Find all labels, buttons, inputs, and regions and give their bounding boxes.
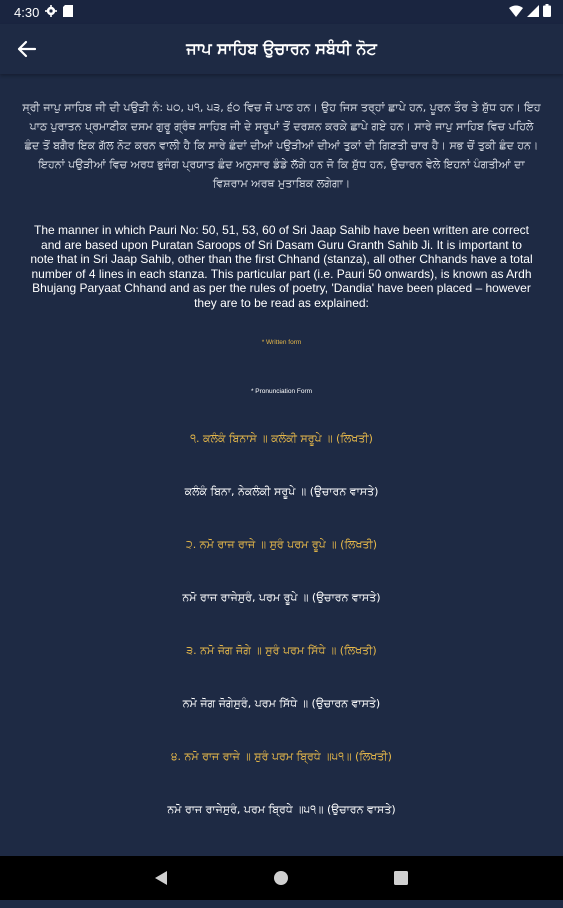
navigation-bar (0, 856, 563, 900)
verse-written: ੩. ਨਮੋ ਜੋਗ ਜੋਗੇ ॥ ਸੁਰੰ ਪਰਮ ਸਿੱਧੇ ॥ (ਲਿਖਤੀ) (186, 644, 377, 657)
arrow-left-icon (18, 41, 36, 57)
app-bar (0, 24, 563, 74)
signal-icon (527, 5, 539, 20)
verse-written: ੨. ਨਮੋ ਰਾਜ ਰਾਜੇ ॥ ਸੁਰੰ ਪਰਮ ਰੂਪੇ ॥ (ਲਿਖਤੀ) (185, 538, 378, 551)
nav-back-button[interactable] (149, 866, 173, 890)
verse-written: ੪. ਨਮੋ ਰਾਜ ਰਾਜੇ ॥ ਸੁਰੰ ਪਰਮ ਬ੍ਰਿਧੇ ॥੫੧॥ (ਲਿਖਤੀ) (171, 750, 392, 763)
status-time: 4:30 (14, 4, 40, 20)
verse-pronunciation: ਕਲੰਕੰ ਬਿਨਾ, ਨੇਕਲੰਕੀ ਸਰੂਪੇ ॥ (ਉਚਾਰਨ ਵਾਸਤੇ) (184, 485, 379, 498)
intro-english: The manner in which Pauri No: 50, 51, 53, 60 of Sri Jaap Sahib have been written are correct and are based upon Puratan Saroops of Sri Dasam Guru Granth Sahib Ji. It is important to note that in Sri Jaap Sahib, other than the first Chhand (stanza), all other Chhands have a total number of 4 lines in each stanza. This particular part (i.e. Pauri 50 onwards), is known as Ardh Bhujang Paryaat Chhand and as per the rules of poetry, 'Dandia' have been placed – however they are to be read as explained: (30, 223, 533, 310)
verse-pronunciation: ਨਮੋ ਰਾਜ ਰਾਜੇਸੁਰੰ, ਪਰਮ ਬ੍ਰਿਧੇ ॥੫੧॥ (ਉਚਾਰਨ ਵਾਸਤੇ) (167, 803, 396, 816)
legend-written-form: * Written form (261, 339, 302, 346)
battery-icon (543, 4, 551, 20)
gear-icon (45, 5, 57, 20)
nav-home-button[interactable] (269, 866, 293, 890)
note-content[interactable] (0, 74, 563, 856)
verse-written: ੧. ਕਲੰਕੰ ਬਿਨਾਸੇ ॥ ਕਲੰਕੀ ਸਰੂਪੇ ॥ (ਲਿਖਤੀ) (190, 432, 373, 445)
nav-recents-button[interactable] (389, 866, 413, 890)
status-bar (0, 0, 563, 24)
verse-pronunciation: ਨਮੋ ਜੋਗ ਜੋਗੇਸੁਰੰ, ਪਰਮ ਸਿੱਧੇ ॥ (ਉਚਾਰਨ ਵਾਸਤੇ) (182, 697, 381, 710)
triangle-back-icon (154, 870, 168, 886)
verse-pronunciation: ਨਮੋ ਰਾਜ ਰਾਜੇਸੁਰੰ, ਪਰਮ ਰੂਪੇ ॥ (ਉਚਾਰਨ ਵਾਸਤੇ) (182, 591, 381, 604)
legend-pronunciation-form: * Pronunciation Form (250, 388, 313, 395)
wifi-icon (509, 5, 523, 20)
intro-punjabi: ਸ੍ਰੀ ਜਾਪੁ ਸਾਹਿਬ ਜੀ ਦੀ ਪਉੜੀ ਨੰ: ੫੦, ੫੧, ੫੩, ੬੦ ਵਿਚ ਜੋ ਪਾਠ ਹਨ। ਉਹ ਜਿਸ ਤਰ੍ਹਾਂ ਛਾਪੇ ਹਨ, ਪੂਰਨ ਤੌਰ ਤੇ ਸ਼ੁੱਧ ਹਨ। ਇਹ ਪਾਠ ਪੁਰਾਤਨ ਪ੍ਰਮਾਣੀਕ ਦਸਮ ਗੁਰੂ ਗ੍ਰੰਥ ਸਾਹਿਬ ਜੀ ਦੇ ਸਰੂਪਾਂ ਤੋਂ ਦਰਸ਼ਨ ਕਰਕੇ ਛਾਪੇ ਗਏ ਹਨ। ਸਾਰੇ ਜਾਪੁ ਸਾਹਿਬ ਵਿਚ ਪਹਿਲੇ ਛੰਦ ਤੋਂ ਬਗੈਰ ਇਕ ਗੱਲ ਨੋਟ ਕਰਨ ਵਾਲੀ ਹੈ ਕਿ ਸਾਰੇ ਛੰਦਾਂ ਦੀਆਂ ਪਉੜੀਆਂ ਦੀਆਂ ਤੁਕਾਂ ਦੀ ਗਿਣਤੀ ਚਾਰ ਹੈ। ਸਭ ਚੋਂ ਤੁਕੀ ਛੰਦ ਹਨ। ਇਹਨਾਂ ਪਉੜੀਆਂ ਵਿਚ ਅਰਧ ਭੁਜੰਗ ਪ੍ਰਯਾਤ ਛੰਦ ਅਨੁਸਾਰ ਡੰਡੇ ਲੱਗੇ ਹਨ ਜੋ ਕਿ ਸ਼ੁੱਧ ਹਨ, ਉਚਾਰਨ ਵੇਲੇ ਇਹਨਾਂ ਪੰਗਤੀਆਂ ਦਾ ਵਿਸ਼ਰਾਮ ਅਰਥ ਮੁਤਾਬਿਕ ਲਗੇਗਾ। (22, 101, 541, 190)
page-title: ਜਾਪ ਸਾਹਿਬ ਉਚਾਰਨ ਸਬੰਧੀ ਨੋਟ (186, 39, 377, 58)
square-recents-icon (394, 871, 408, 885)
circle-home-icon (273, 870, 289, 886)
sd-card-icon (63, 5, 73, 20)
back-button[interactable] (14, 37, 40, 61)
verse-list (0, 431, 563, 908)
